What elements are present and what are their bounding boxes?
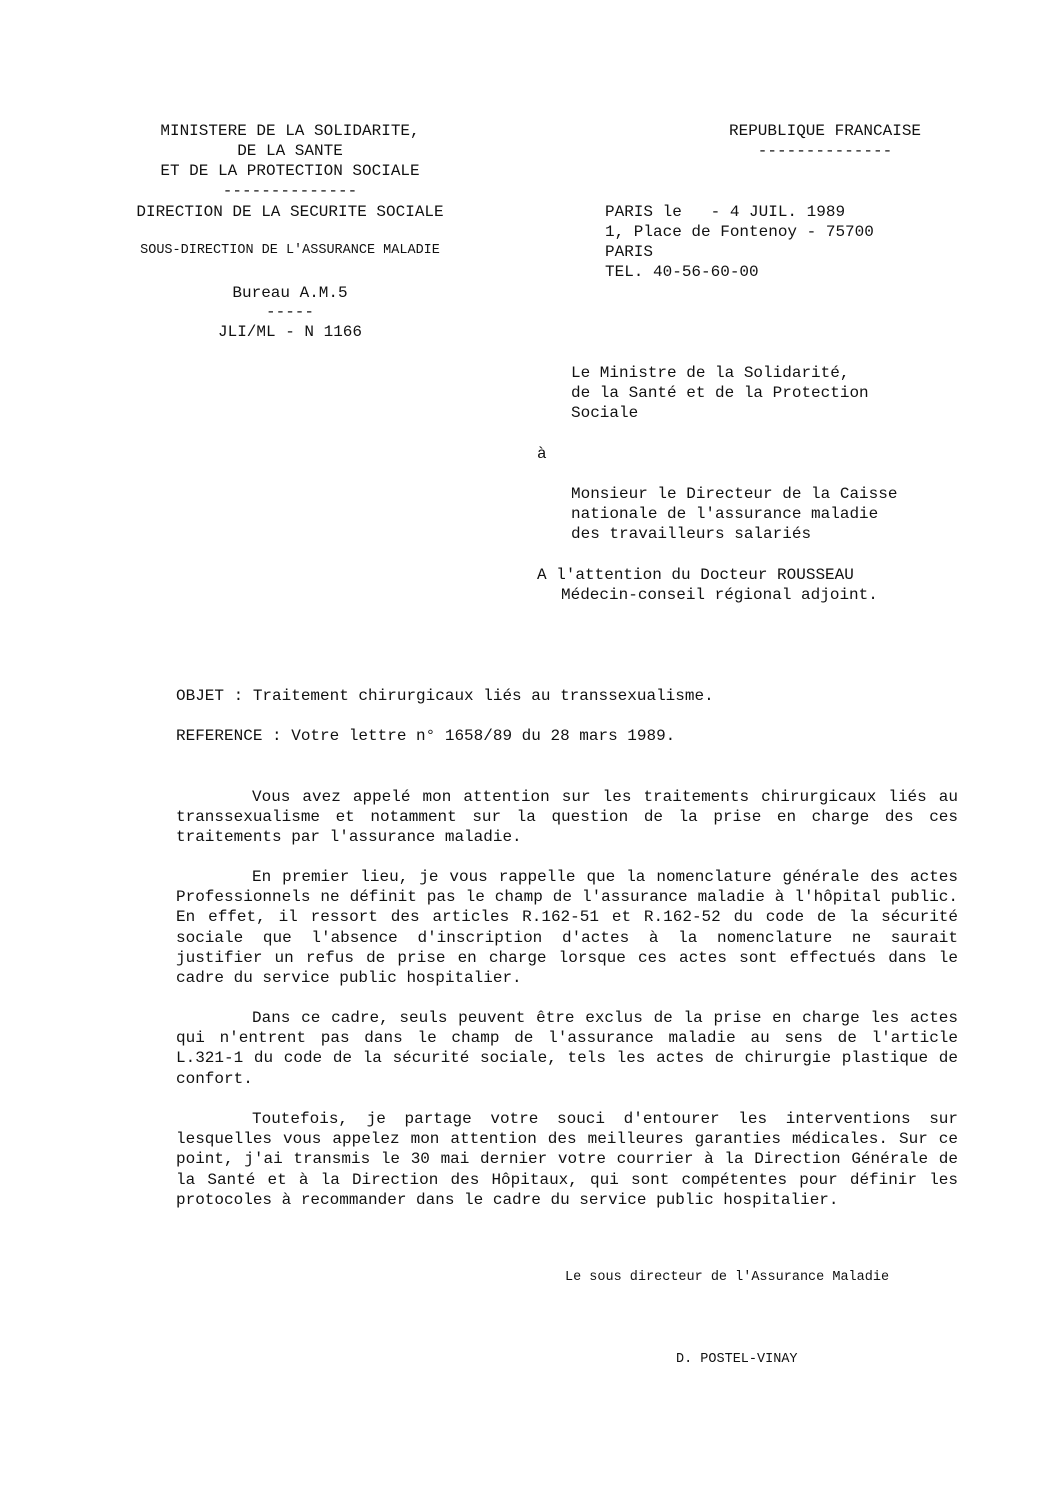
sender-line-2: de la Santé et de la Protection [571,384,869,402]
telephone-line: TEL. 40-56-60-00 [605,263,759,281]
ministry-line-3: ET DE LA PROTECTION SOCIALE [160,162,420,180]
city-line: PARIS [605,243,654,261]
date-line: PARIS le - 4 JUIL. 1989 [605,203,846,221]
body-paragraph: Dans ce cadre, seuls peuvent être exclus de la prise en charge les actes qui n'entrent pas dans le champ de l'assurance maladie au sens de l'article L.321-1 du code de la sécurité sociale, tels les actes de chirurgie plastique de confort. [176,1009,958,1088]
subject-line: OBJET : Traitement chirurgicaux liés au transsexualisme. [176,687,714,705]
attention-line-1: A l'attention du Docteur ROUSSEAU [537,566,854,584]
signature-title: Le sous directeur de l'Assurance Maladie [565,1270,890,1285]
reference-line: REFERENCE : Votre lettre n° 1658/89 du 28 mars 1989. [176,727,676,745]
reference-code: JLI/ML - N 1166 [217,323,363,341]
sub-direction-title: SOUS-DIRECTION DE L'ASSURANCE MALADIE [140,243,440,258]
body-paragraph: Toutefois, je partage votre souci d'entourer les interventions sur lesquelles vous appelez mon attention des meilleures garanties médicales. Sur ce point, j'ai transmis le 30 mai dernier votre courrier à la Direction Générale de la Santé et à la Direction des Hôpitaux, qui sont compétentes pour définir les protocoles à recommander dans le cadre du service public hospitalier. [176,1110,958,1209]
header-rule-left: -------------- [222,182,358,200]
ministry-line-2: DE LA SANTE [237,142,343,160]
attention-line-2: Médecin-conseil régional adjoint. [561,586,878,604]
republic-title: REPUBLIQUE FRANCAISE [728,122,922,140]
recipient-line-1: Monsieur le Directeur de la Caisse [571,485,898,503]
ministry-line-1: MINISTERE DE LA SOLIDARITE, [160,122,420,140]
signature-name: D. POSTEL-VINAY [676,1352,798,1367]
bureau-label: Bureau A.M.5 [232,284,348,302]
to-word: à [537,445,547,463]
bureau-rule: ----- [265,303,314,321]
sender-line-3: Sociale [571,404,639,422]
sender-line-1: Le Ministre de la Solidarité, [571,364,850,382]
recipient-line-3: des travailleurs salariés [571,525,812,543]
body-paragraph: Vous avez appelé mon attention sur les traitements chirurgicaux liés au transsexualisme et notamment sur la question de la prise en charge des ces traitements par l'assurance maladie. [176,788,958,847]
header-rule-right: -------------- [757,142,893,160]
address-line: 1, Place de Fontenoy - 75700 [605,223,874,241]
body-paragraph: En premier lieu, je vous rappelle que la nomenclature générale des actes Professionnels ne définit pas le champ de l'assurance maladie à l'hôpital public. En effet, il ressort des articles R.162-51 et R.162-52 du code de la sécurité sociale que l'absence d'inscription d'actes à la nomenclature ne saurait justifier un refus de prise en charge lorsque ces actes sont effectués dans le cadre du service public hospitalier. [176,868,958,988]
recipient-line-2: nationale de l'assurance maladie [571,505,879,523]
direction-title: DIRECTION DE LA SECURITE SOCIALE [136,203,444,221]
